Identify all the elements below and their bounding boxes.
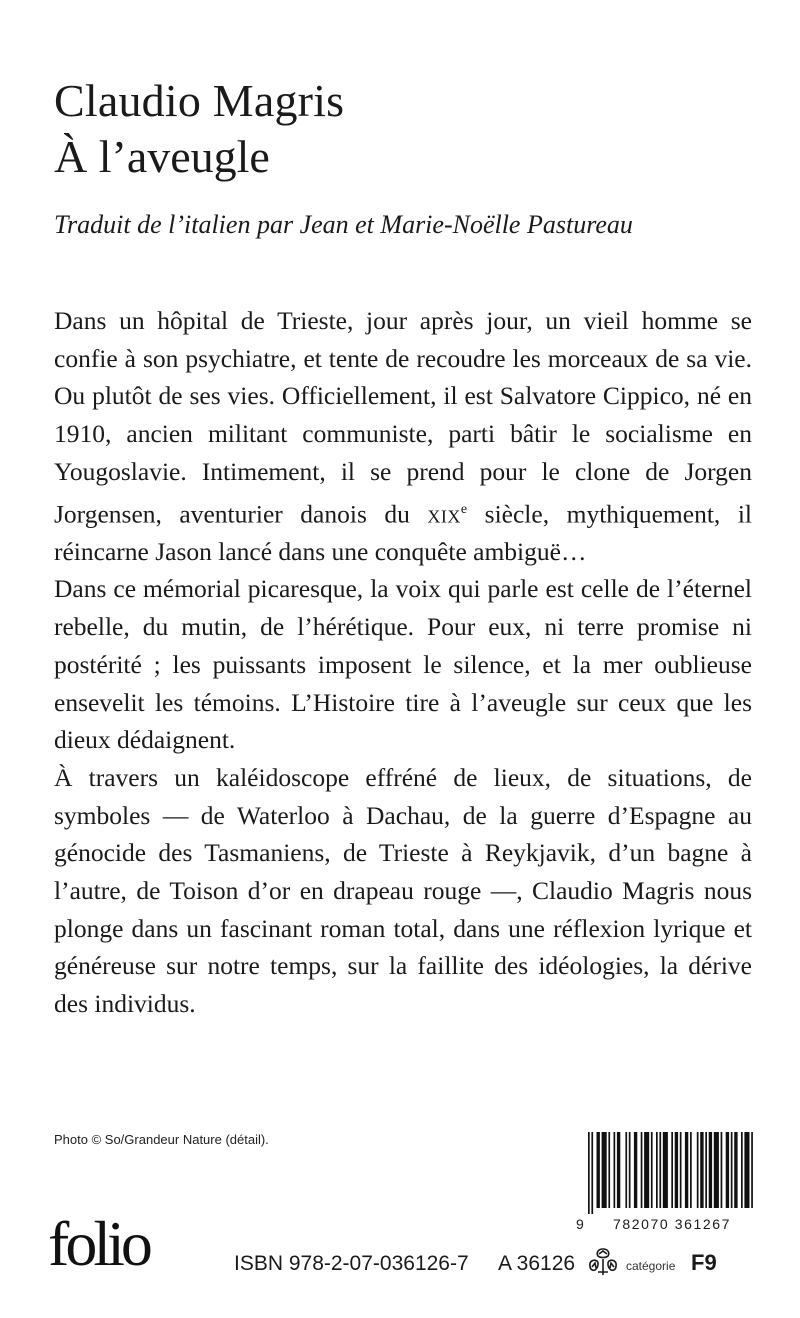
century-numeral: xix (427, 499, 461, 529)
translator-credit: Traduit de l’italien par Jean et Marie-Noëlle Pastureau (54, 210, 633, 239)
barcode-bar (644, 1132, 649, 1208)
barcode-bar (697, 1132, 699, 1208)
barcode-lead-digit: 9 (576, 1216, 585, 1232)
barcode-bar (705, 1132, 707, 1208)
barcode-bar (659, 1132, 661, 1208)
barcode-bar (663, 1132, 668, 1208)
barcode-bar (625, 1132, 627, 1208)
barcode-bar (751, 1132, 753, 1208)
blurb-p1-text-b: siècle, mythiquement, il réincarne Jason lancé dans une conquête ambiguë… (54, 499, 752, 566)
barcode-digits: 782070 361267 (612, 1216, 732, 1232)
barcode-bar (680, 1132, 682, 1208)
folio-logo: folio (48, 1208, 149, 1279)
blurb-paragraph-1 (54, 302, 752, 570)
author-name: Claudio Magris (54, 75, 345, 126)
barcode-bars (576, 1132, 756, 1214)
century-suffix: e (460, 501, 468, 517)
photo-credit: Photo © So/Grandeur Nature (détail). (54, 1132, 269, 1147)
barcode-bar (641, 1132, 643, 1208)
barcode-bar (617, 1132, 620, 1208)
isbn: ISBN 978-2-07-036126-7 (234, 1252, 469, 1275)
barcode-bar (721, 1132, 723, 1208)
barcode (576, 1132, 756, 1236)
blurb (54, 302, 752, 1023)
barcode-bar (675, 1132, 678, 1208)
blurb-p1-text-a: Dans un hôpital de Trieste, jour après jour, un vieil homme se confie à son psychiatre, et tente de recoudre les morceaux de sa vie. Ou plutôt de ses vies. Officiellement, il est Salvatore Cippico, né en 1910, ancien militant communiste, parti bâtir le socialisme en Yougoslavie. Intimement, il se prend pour le clone de Jorgen Jorgensen, aventurier danois du (54, 306, 752, 529)
barcode-bar (734, 1132, 737, 1208)
barcode-bar (726, 1132, 729, 1208)
barcode-bar (656, 1132, 658, 1208)
barcode-bar (744, 1132, 749, 1208)
barcode-bar (602, 1132, 607, 1208)
category-label: catégorie (626, 1259, 676, 1273)
barcode-bar (714, 1132, 719, 1208)
barcode-bar (588, 1132, 590, 1214)
barcode-bar (634, 1132, 637, 1208)
barcode-bar (629, 1132, 631, 1208)
barcode-bar (591, 1132, 593, 1214)
shell-icon (586, 1246, 620, 1278)
barcode-bar (709, 1132, 712, 1208)
category-code: F9 (691, 1250, 717, 1275)
catalog-code: A 36126 (498, 1252, 576, 1275)
barcode-bar (614, 1132, 616, 1208)
blurb-paragraph-3: À travers un kaléidoscope effréné de lieux, de situations, de symboles — de Waterloo à Dachau, de la guerre d’Espagne au génocide des Tasmaniens, de Trieste à Reykjavik, d’un bagne à l’autre, de Toison d’or en drapeau rouge —, Claudio Magris nous plonge dans un fascinant roman total, dans une réflexion lyrique et généreuse sur notre temps, sur la faillite des idéologies, la dérive des individus. (54, 762, 752, 1019)
barcode-bar (731, 1132, 733, 1208)
barcode-bar (685, 1132, 688, 1208)
barcode-bar (741, 1132, 743, 1208)
barcode-bar (651, 1132, 653, 1208)
blurb-paragraph-2: Dans ce mémorial picaresque, la voix qui parle est celle de l’éternel rebelle, du mutin, de l’hérétique. Pour eux, ni terre promise ni postérité ; les puissants imposent le silence, et la mer oublieuse ensevelit les témoins. L’Histoire tire à l’aveugle sur ceux que les dieux dédaignent. (54, 574, 752, 755)
barcode-bar (690, 1132, 692, 1208)
barcode-bar (608, 1132, 610, 1208)
barcode-bar (700, 1132, 703, 1208)
barcode-bar (597, 1132, 600, 1208)
book-title: À l’aveugle (54, 131, 270, 182)
barcode-bar (671, 1132, 673, 1208)
